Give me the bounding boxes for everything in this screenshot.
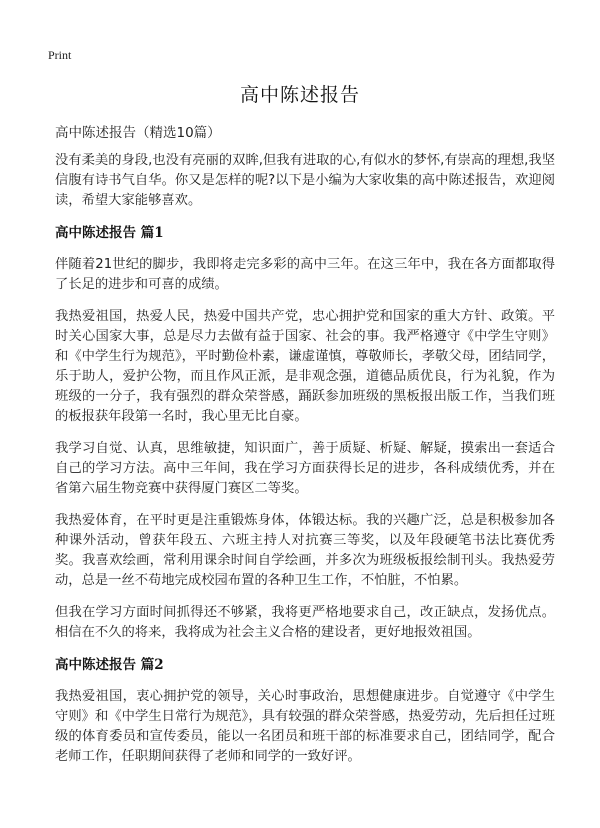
section-2-paragraph-1: 我热爱祖国，衷心拥护党的领导，关心时事政治，思想健康进步。自觉遵守《中学生守则》和《中学生日常行为规范》，具有较强的群众荣誉感，热爱劳动，先后担任过班级的体育委员和宣传委员，能以一名团员和班干部的标准要求自己，团结同学，配合老师工作，任职期间获得了老师和同学的一致好评。 (55, 689, 555, 764)
document-subtitle: 高中陈述报告（精选10篇） (55, 125, 221, 141)
print-label[interactable]: Print (48, 48, 72, 62)
document-body (55, 151, 555, 779)
section-1-paragraph-3: 我学习自觉、认真，思维敏捷，知识面广，善于质疑、析疑、解疑，摸索出一套适合自己的学习方法。高中三年间，我在学习方面获得长足的进步，各科成绩优秀，并在省第六届生物竞赛中获得厦门赛区二等奖。 (55, 441, 555, 496)
section-1-paragraph-1: 伴随着21世纪的脚步，我即将走完多彩的高中三年。在这三年中，我在各方面都取得了长足的进步和可喜的成绩。 (55, 257, 555, 292)
section-1-paragraph-4: 我热爱体育，在平时更是注重锻炼身体，体锻达标。我的兴趣广泛，总是积极参加各种课外活动，曾获年段五、六班主持人对抗赛三等奖，以及年段硬笔书法比赛优秀奖。我喜欢绘画，常利用课余时间自学绘画，并多次为班级板报绘制刊头。我热爱劳动，总是一丝不苟地完成校园布置的各种卫生工作，不怕脏，不怕累。 (55, 513, 555, 588)
document-title: 高中陈述报告 (239, 84, 360, 106)
intro-paragraph: 没有柔美的身段,也没有亮丽的双眸,但我有进取的心,有似水的梦怀,有崇高的理想,我坚信腹有诗书气自华。你又是怎样的呢?以下是小编为大家收集的高中陈述报告，欢迎阅读，希望大家能够喜欢。 (55, 153, 555, 208)
section-1-paragraph-5: 但我在学习方面时间抓得还不够紧，我将更严格地要求自己，改正缺点，发扬优点。相信在不久的将来，我将成为社会主义合格的建设者，更好地报效祖国。 (55, 605, 555, 640)
section-heading-2: 高中陈述报告 篇2 (55, 657, 164, 673)
section-heading-1: 高中陈述报告 篇1 (55, 225, 164, 241)
section-1-paragraph-2: 我热爱祖国，热爱人民，热爱中国共产党，忠心拥护党和国家的重大方针、政策。平时关心国家大事，总是尽力去做有益于国家、社会的事。我严格遵守《中学生守则》和《中学生行为规范》，平时勤俭朴素，谦虚谨慎，尊敬师长，孝敬父母，团结同学，乐于助人，爱护公物，而且作风正派，是非观念强，道德品质优良，行为礼貌，作为班级的一分子，我有强烈的群众荣誉感，踊跃参加班级的黑板报出版工作，当我们班的板报获年段第一名时，我心里无比自豪。 (55, 309, 555, 424)
